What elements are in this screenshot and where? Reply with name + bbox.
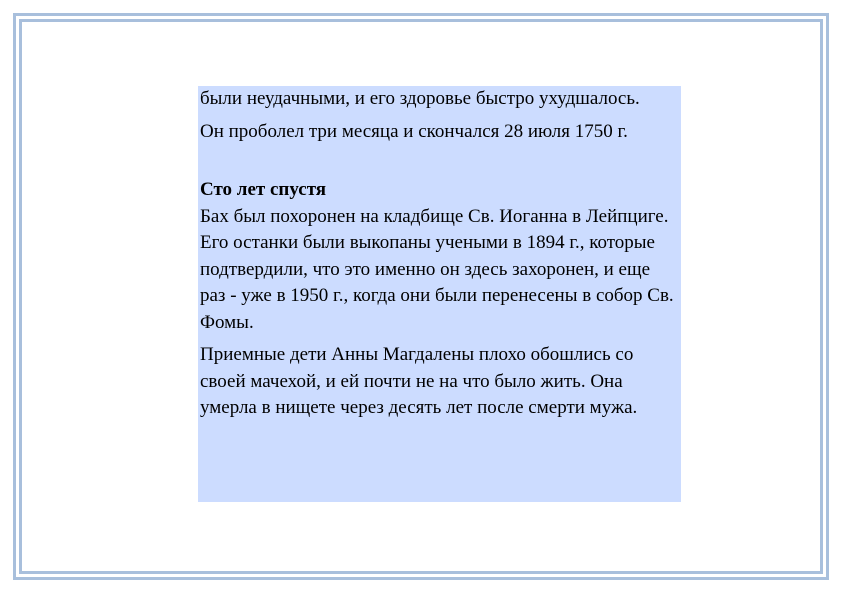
paragraph-widow: Приемные дети Анны Магдалены плохо обошлись со своей мачехой, и ей почти не на что было жить. Она умерла в нищете через десять лет после смерти мужа. [200,344,638,418]
text-box [198,86,681,502]
section-heading: Сто лет спустя [200,179,327,200]
paragraph-burial: Бах был похоронен на кладбище Св. Иоганна в Лейпциге. Его останки были выкопаны учеными в 1894 г., которые подтвердили, что это именно он здесь захоронен, и еще раз - уже в 1950 г., когда они были перенесены в собор Св. Фомы. [200,205,674,333]
paragraph-death: Он проболел три месяца и скончался 28 июля 1750 г. [200,120,628,142]
paragraph-health: были неудачными, и его здоровье быстро ухудшалось. [200,88,640,109]
